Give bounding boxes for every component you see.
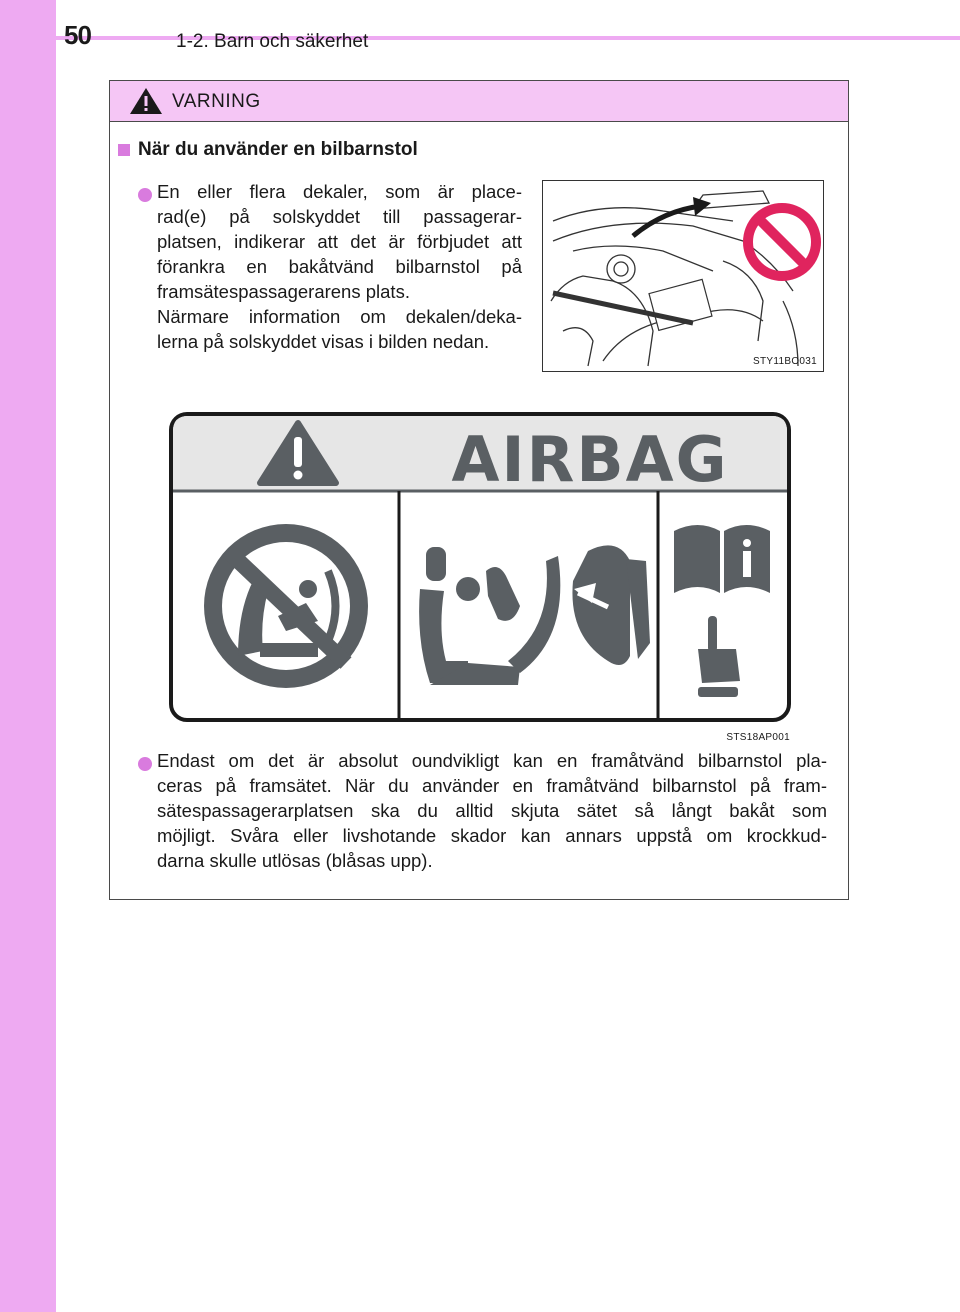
figure-2-caption: STS18AP001 [726,732,790,743]
bullet-1-line: platsen, indikerar att det är förbjudet att [157,231,522,252]
bullet-dot-icon [138,757,152,771]
bullet-1-line: framsätespassagerarens plats. [157,281,410,302]
section-title: 1-2. Barn och säkerhet [176,31,369,52]
subhead-text: När du använder en bilbarnstol [138,139,418,160]
warning-title: VARNING [172,91,261,112]
page-side-tab [0,0,56,1312]
bullet-1-line: lerna på solskyddet visas i bilden nedan. [157,331,490,352]
bullet-2-line: möjligt. Svåra eller livshotande skador kan annars uppstå om krockkud- [157,825,827,846]
airbag-label [168,411,792,723]
bullet-2-line: sätespassagerarplatsen ska du alltid skjuta sätet så långt bakåt som [157,800,827,821]
bullet-2-text [157,748,827,873]
bullet-1-line: Närmare information om dekalen/deka- [157,306,522,327]
subhead-square-icon [118,144,130,156]
airbag-text: AIRBAG [451,423,729,496]
warning-subhead [118,139,418,161]
prohibition-icon [204,524,368,688]
warning-triangle-icon [128,86,164,116]
page-number: 50 [64,20,91,50]
airbag-label-figure [168,411,792,741]
bullet-1-line: rad(e) på solskyddet till passagerar- [157,206,522,227]
warning-box [109,80,849,900]
bullet-2-line: Endast om det är absolut oundvikligt kan en framåtvänd bilbarnstol pla- [157,750,827,771]
bullet-2-line: ceras på framsätet. När du använder en framåtvänd bilbarnstol på fram- [157,775,827,796]
dashboard-drawing [543,181,823,371]
bullet-1-line: förankra en bakåtvänd bilbarnstol på [157,256,522,277]
figure-1-caption: STY11BO031 [753,356,817,367]
warning-header [110,81,848,122]
bullet-2-line: darna skulle utlösas (blåsas upp). [157,850,433,871]
bullet-1-line: En eller flera dekaler, som är place- [157,181,522,202]
bullet-1-text [157,179,522,354]
dashboard-illustration [542,180,824,372]
bullet-dot-icon [138,188,152,202]
